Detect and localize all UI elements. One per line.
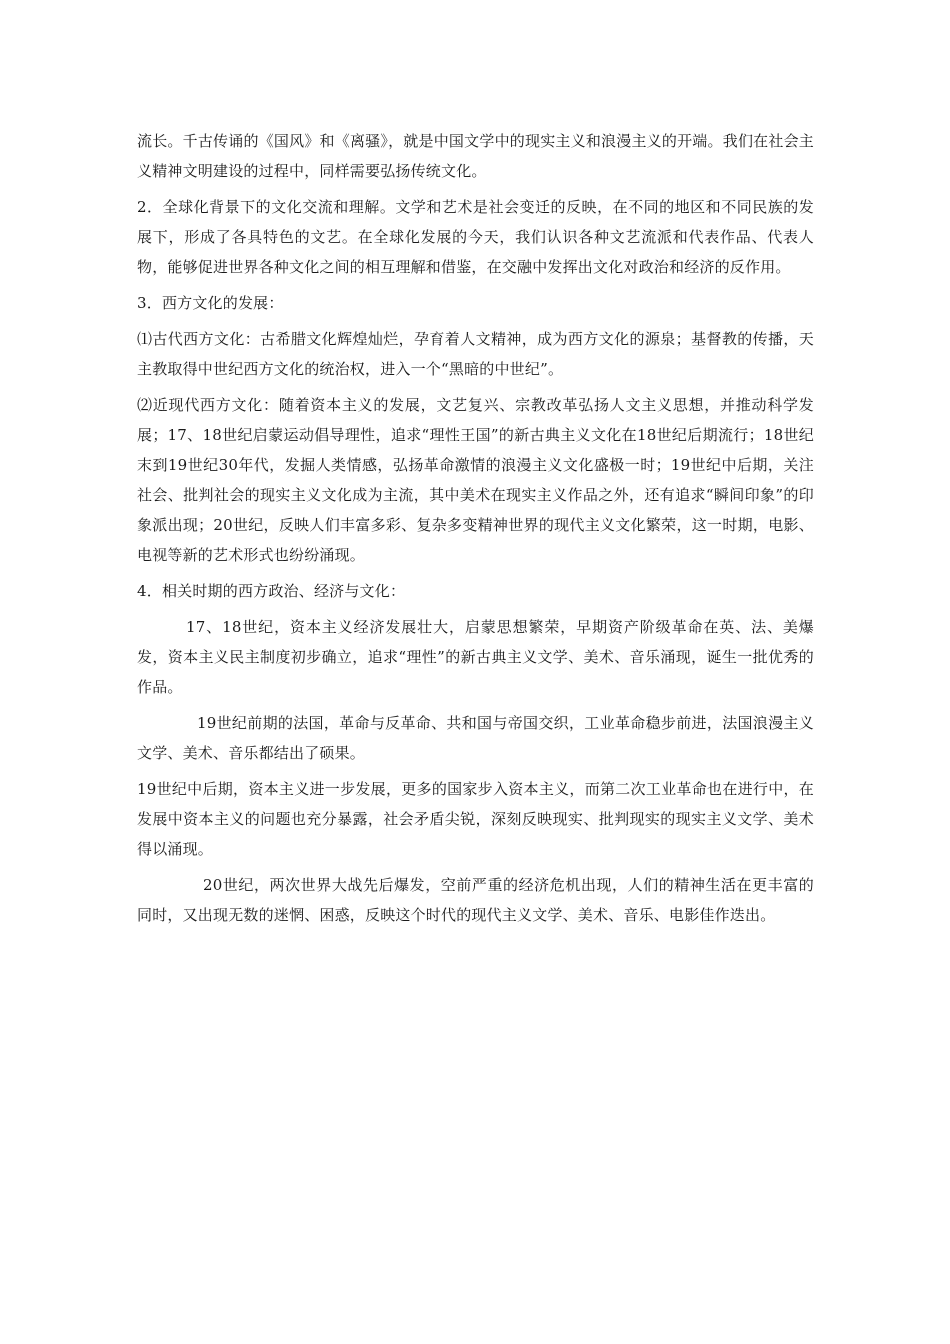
paragraph-section-4-heading: 4．相关时期的西方政治、经济与文化： <box>137 582 406 600</box>
paragraph-continuation: 流长。千古传诵的《国风》和《离骚》，就是中国文学中的现实主义和浪漫主义的开端。我们在社会主义精神文明建设的过程中，同样需要弘扬传统文化。 <box>137 132 814 180</box>
paragraph-19-century-late: 19世纪中后期，资本主义进一步发展，更多的国家步入资本主义，而第二次工业革命也在进行中，在发展中资本主义的问题也充分暴露，社会矛盾尖锐，深刻反映现实、批判现实的现实主义文学、美术得以涌现。 <box>137 780 814 858</box>
paragraph-ancient-western-culture: ⑴古代西方文化：古希腊文化辉煌灿烂，孕育着人文精神，成为西方文化的源泉；基督教的传播，天主教取得中世纪西方文化的统治权，进入一个“黑暗的中世纪”。 <box>137 330 814 378</box>
paragraph-modern-western-culture: ⑵近现代西方文化：随着资本主义的发展，文艺复兴、宗教改革弘扬人文主义思想，并推动科学发展；17、18世纪启蒙运动倡导理性，追求“理性王国”的新古典主义文化在18世纪后期流行；18世纪末到19世纪30年代，发掘人类情感，弘扬革命激情的浪漫主义文化盛极一时；19世纪中后期，关注社会、批判社会的现实主义文化成为主流，其中美术在现实主义作品之外，还有追求“瞬间印象”的印象派出现；20世纪，反映人们丰富多彩、复杂多变精神世界的现代主义文化繁荣，这一时期，电影、电视等新的艺术形式也纷纷涌现。 <box>137 396 814 564</box>
paragraph-17-18-century: 17、18世纪，资本主义经济发展壮大，启蒙思想繁荣，早期资产阶级革命在英、法、美爆发，资本主义民主制度初步确立，追求“理性”的新古典主义文学、美术、音乐涌现，诞生一批优秀的作品。 <box>137 618 814 696</box>
paragraph-19-century-early: 19世纪前期的法国，革命与反革命、共和国与帝国交织，工业革命稳步前进，法国浪漫主义文学、美术、音乐都结出了硕果。 <box>137 714 814 762</box>
paragraph-section-2: 2．全球化背景下的文化交流和理解。文学和艺术是社会变迁的反映，在不同的地区和不同民族的发展下，形成了各具特色的文艺。在全球化发展的今天，我们认识各种文艺流派和代表作品、代表人物，能够促进世界各种文化之间的相互理解和借鉴，在交融中发挥出文化对政治和经济的反作用。 <box>137 198 814 276</box>
paragraph-20-century: 20世纪，两次世界大战先后爆发，空前严重的经济危机出现，人们的精神生活在更丰富的同时，又出现无数的迷惘、困惑，反映这个时代的现代主义文学、美术、音乐、电影佳作迭出。 <box>137 876 814 924</box>
document-body <box>137 126 814 936</box>
paragraph-section-3-heading: 3．西方文化的发展： <box>137 294 284 312</box>
